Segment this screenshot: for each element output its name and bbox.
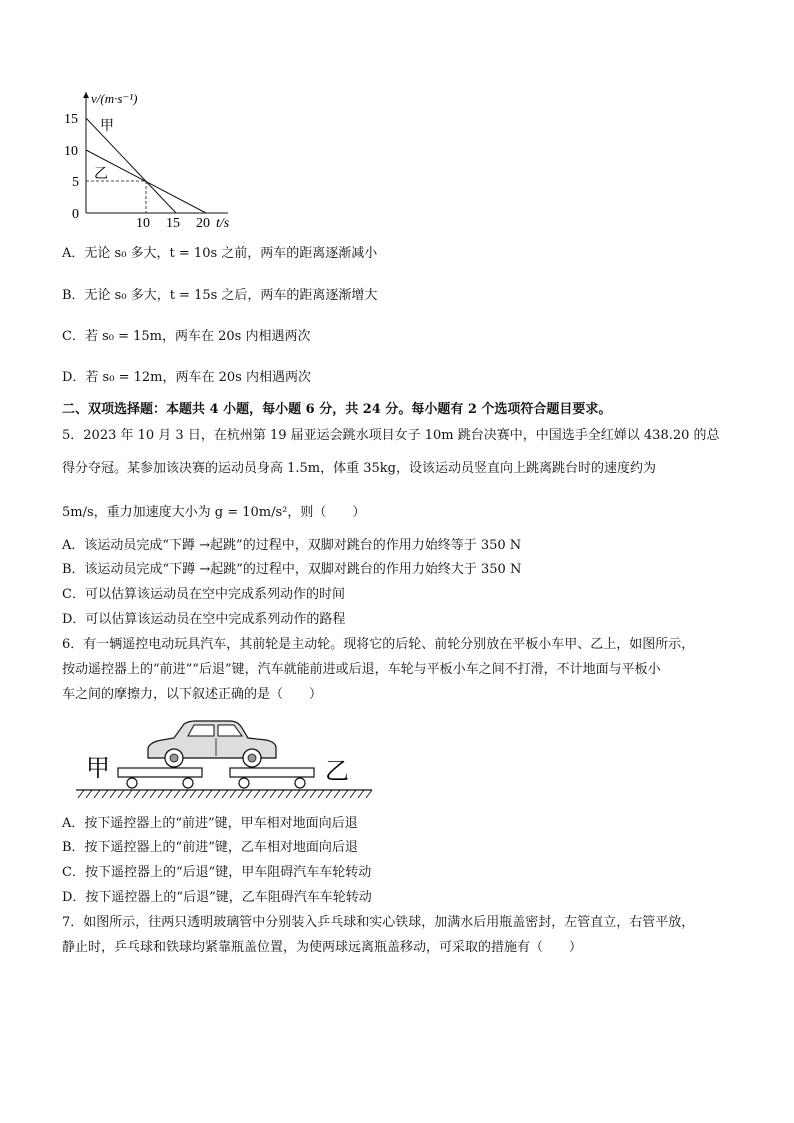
x-tick-20: 20 bbox=[196, 216, 210, 231]
q5-line2: 得分夺冠。某参加该决赛的运动员身高 1.5m，体重 35kg，设该运动员竖直向上跳离跳台时的速度约为 bbox=[62, 461, 657, 476]
label-jia: 甲 bbox=[100, 119, 114, 134]
x-axis-label: t/s bbox=[216, 216, 230, 231]
q4-option-d: D．若 s₀ = 12m，两车在 20s 内相遇两次 bbox=[62, 370, 311, 385]
q6-line2: 按动遥控器上的“前进”“后退”键，汽车就能前进或后退，车轮与平板小车之间不打滑，不计地面与平板小 bbox=[62, 662, 661, 677]
q7-line1: 7．如图所示，往两只透明玻璃管中分别装入乒乓球和实心铁球，加满水后用瓶盖密封，左管直立，右管平放， bbox=[62, 915, 695, 930]
cart-jia-wheel-left bbox=[127, 778, 137, 788]
y-tick-10: 10 bbox=[64, 144, 78, 159]
q4-option-a: A．无论 s₀ 多大，t = 10s 之前，两车的距离逐渐减小 bbox=[62, 246, 378, 261]
y-tick-0: 0 bbox=[72, 207, 79, 222]
car-front-wheel-hub bbox=[248, 754, 256, 762]
x-tick-15: 15 bbox=[166, 216, 180, 231]
q6-option-a: A．按下遥控器上的“前进”键，甲车相对地面向后退 bbox=[62, 816, 358, 831]
cart-yi-wheel-left bbox=[239, 778, 249, 788]
q6-option-b: B．按下遥控器上的“前进”键，乙车相对地面向后退 bbox=[62, 840, 358, 855]
cart-yi bbox=[230, 768, 314, 777]
q6-option-d: D．按下遥控器上的“后退”键，乙车阻碍汽车车轮转动 bbox=[62, 890, 372, 905]
q7-line2: 静止时，乒乓球和铁球均紧靠瓶盖位置，为使两球远离瓶盖移动，可采取的措施有（ ） bbox=[62, 940, 583, 955]
q6-option-c: C．按下遥控器上的“后退”键，甲车阻碍汽车车轮转动 bbox=[62, 865, 372, 880]
figure-label-yi: 乙 bbox=[325, 759, 349, 785]
y-tick-15: 15 bbox=[64, 112, 78, 127]
ground-hatching bbox=[78, 790, 372, 798]
q6-line3: 车之间的摩擦力，以下叙述正确的是（ ） bbox=[62, 687, 323, 702]
figure-label-jia: 甲 bbox=[86, 756, 110, 782]
cart-yi-wheel-right bbox=[295, 778, 305, 788]
velocity-time-graph bbox=[58, 86, 258, 231]
q5-option-d: D．可以估算该运动员在空中完成系列动作的路程 bbox=[62, 612, 346, 627]
x-tick-10: 10 bbox=[136, 216, 150, 231]
q5-line1: 5．2023 年 10 月 3 日，在杭州第 19 届亚运会跳水项目女子 10m 跳台决赛中，中国选手全红婵以 438.20 的总 bbox=[62, 428, 720, 443]
q5-option-c: C．可以估算该运动员在空中完成系列动作的时间 bbox=[62, 587, 345, 602]
q6-line1: 6．有一辆遥控电动玩具汽车，其前轮是主动轮。现将它的后轮、前轮分别放在平板小车甲、乙上，如图所示， bbox=[62, 637, 695, 652]
car-rear-wheel-hub bbox=[170, 754, 178, 762]
label-yi: 乙 bbox=[94, 167, 108, 182]
q5-option-a: A．该运动员完成“下蹲 →起跳”的过程中，双脚对跳台的作用力始终等于 350 N bbox=[62, 538, 522, 553]
car-on-carts-figure bbox=[70, 716, 380, 800]
cart-jia-wheel-right bbox=[183, 778, 193, 788]
q5-line3: 5m/s，重力加速度大小为 g = 10m/s²，则（ ） bbox=[62, 505, 366, 520]
y-tick-5: 5 bbox=[72, 175, 79, 190]
cart-jia bbox=[118, 768, 202, 777]
y-axis-label: v/(m·s⁻¹) bbox=[91, 91, 138, 106]
q5-option-b: B．该运动员完成“下蹲 →起跳”的过程中，双脚对跳台的作用力始终大于 350 N bbox=[62, 562, 522, 577]
q4-option-b: B．无论 s₀ 多大，t = 15s 之后，两车的距离逐渐增大 bbox=[62, 288, 378, 303]
q4-option-c: C．若 s₀ = 15m，两车在 20s 内相遇两次 bbox=[62, 329, 311, 344]
section-2-heading: 二、双项选择题：本题共 4 小题，每小题 6 分，共 24 分。每小题有 2 个选项符合题目要求。 bbox=[62, 402, 612, 417]
